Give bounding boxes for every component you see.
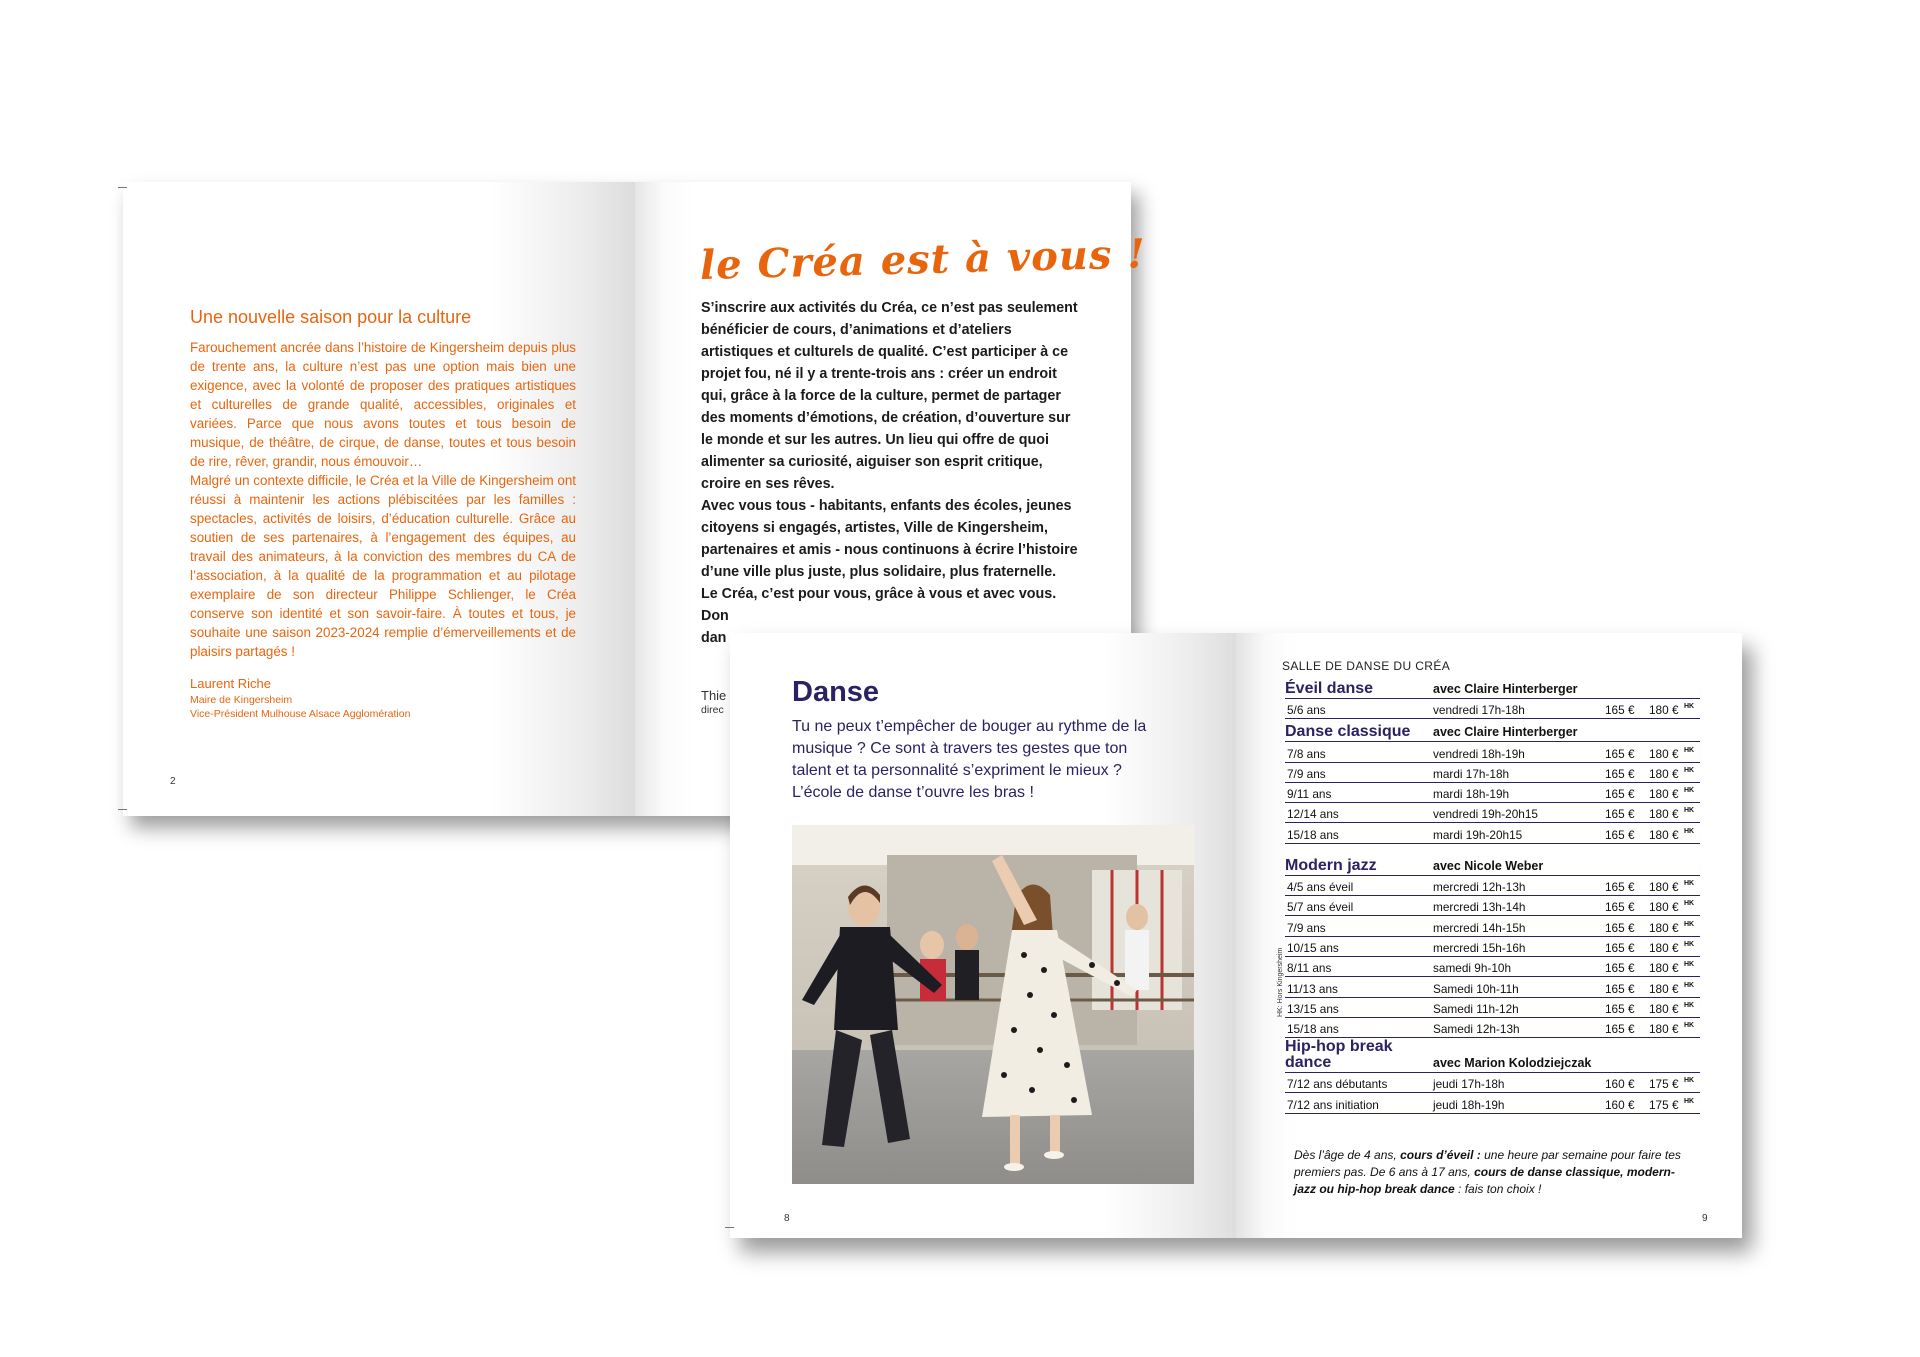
age-cell: 15/18 ans [1287,1022,1339,1037]
time-cell: vendredi 19h-20h15 [1433,807,1538,822]
price-hk-cell: 180 € [1649,807,1679,822]
price-cell: 165 € [1605,940,1635,955]
age-cell: 7/9 ans [1287,920,1326,935]
crop-mark [725,1227,734,1228]
price-cell: 160 € [1605,1097,1635,1112]
footnote-text: Dès l’âge de 4 ans, [1294,1148,1401,1162]
price-cell: 165 € [1605,1022,1635,1037]
age-cell: 15/18 ans [1287,827,1339,842]
crea-paragraph: S’inscrire aux activités du Créa, ce n’est pas seulement bénéficier de cours, d’animations et d’ateliers artistiques et culturels de qualité. C’est participer à ce projet fou, né il y a trente-trois ans : créer un endroit qui, grâce à la force de la culture, permet de partager des moments d’émotions, de création, d’ouverture sur le monde et sur les autres. Un lieu qui offre de quoi alimenter sa curiosité, aiguiser son esprit critique, croire en ses rêves. [701,300,1078,492]
vertical-note: HK: Hors Kingersheim [1277,947,1284,1017]
table-row [1285,896,1700,916]
handwritten-title: le Créa est à vous ! [699,230,1147,289]
age-cell: 5/7 ans éveil [1287,900,1354,915]
crea-paragraph-cut: Don [701,608,729,624]
table-row [1285,916,1700,936]
spacer [1285,844,1700,853]
price-hk-cell: 180 € [1649,940,1679,955]
page-number: 2 [170,776,176,787]
time-cell: vendredi 18h-19h [1433,746,1525,761]
age-cell: 4/5 ans éveil [1287,880,1354,895]
editorial-paragraph: Malgré un contexte difficile, le Créa et la Ville de Kingersheim ont réussi à maintenir les actions plébiscitées par les familles : spectacles, activités de loisirs, d’éducation culturelle. Grâce au soutien de ses partenaires, à l’engagement des équipes, au travail des animateurs, à la conviction des membres du CA de l’association, à la qualité de la programmation et au pilotage exemplaire de son directeur Philippe Schlienger, le Créa conserve son identité et son savoir-faire. À toutes et tous, je souhaite une saison 2023-2024 remplie d’émerveillements et de plaisirs partagés ! [190,473,576,659]
time-cell: mardi 17h-18h [1433,766,1510,781]
crea-paragraph: Le Créa, c’est pour vous, grâce à vous et avec vous. [701,586,1057,602]
price-hk-cell: 180 € [1649,1022,1679,1037]
table-row [1285,1073,1700,1093]
footnote-text: une heure par semaine pour faire tes premiers pas. De 6 ans à 17 ans, [1294,1148,1681,1179]
time-cell: jeudi 17h-18h [1433,1077,1505,1092]
schedule-group-header [1285,853,1700,876]
footnote-bold: cours d’éveil : [1400,1148,1481,1162]
hk-superscript: HK [1684,981,1695,989]
price-cell: 165 € [1605,766,1635,781]
table-row [1285,783,1700,803]
page-number: 9 [1702,1213,1708,1224]
table-row [1285,1018,1700,1038]
page-2 [123,182,635,816]
section-title: Danse [792,676,880,708]
section-label: SALLE DE DANSE DU CRÉA [1282,659,1451,673]
price-hk-cell: 180 € [1649,880,1679,895]
age-cell: 8/11 ans [1287,961,1332,976]
price-cell: 165 € [1605,1001,1635,1016]
age-cell: 7/8 ans [1287,746,1326,761]
schedule-group-header [1285,1038,1700,1073]
price-hk-cell: 180 € [1649,703,1679,718]
footnote-text: : fais ton choix ! [1454,1182,1542,1196]
schedule-footnote [1294,1147,1694,1198]
time-cell: Samedi 12h-13h [1433,1022,1520,1037]
time-cell: mercredi 13h-14h [1433,900,1526,915]
signature-name: Laurent Riche [190,676,271,691]
price-cell: 165 € [1605,703,1635,718]
hk-superscript: HK [1684,787,1695,795]
editorial-paragraph: Farouchement ancrée dans l’histoire de Kingersheim depuis plus de trente ans, la culture n’est pas une option mais bien une exigence, avec la volonté de proposer des pratiques artistiques et culturelles de grande qualité, accessibles, originales et variées. Parce que nous avons toutes et tous besoin de musique, de théâtre, de cirque, de danse, toutes et tous besoin de rire, rêver, grandir, nous émouvoir… [190,340,576,469]
age-cell: 10/15 ans [1287,940,1339,955]
price-cell: 160 € [1605,1077,1635,1092]
hk-superscript: HK [1684,880,1695,888]
course-name: Danse classique [1285,723,1411,741]
price-cell: 165 € [1605,920,1635,935]
time-cell: jeudi 18h-19h [1433,1097,1505,1112]
time-cell: vendredi 17h-18h [1433,703,1525,718]
hk-superscript: HK [1684,746,1695,754]
photo-illustration [792,825,1194,1184]
crop-mark [118,187,127,188]
age-cell: 5/6 ans [1287,703,1326,718]
price-hk-cell: 180 € [1649,746,1679,761]
signature-role [190,693,410,721]
table-row [1285,803,1700,823]
hk-superscript: HK [1684,807,1695,815]
time-cell: mardi 18h-19h [1433,787,1510,802]
course-teacher: avec Nicole Weber [1433,858,1544,873]
course-name: Hip-hop break dance [1285,1038,1393,1072]
table-row [1285,998,1700,1018]
table-row [1285,937,1700,957]
page-heading: Une nouvelle saison pour la culture [190,307,472,327]
role-cut: direc [701,704,724,716]
hk-superscript: HK [1684,1077,1695,1085]
age-cell: 12/14 ans [1287,807,1339,822]
hk-superscript: HK [1684,940,1695,948]
age-cell: 7/9 ans [1287,766,1326,781]
price-hk-cell: 175 € [1649,1077,1679,1092]
price-hk-cell: 180 € [1649,981,1679,996]
table-row [1285,1093,1700,1113]
signature-role-line: Maire de Kingersheim [190,694,293,706]
time-cell: Samedi 10h-11h [1433,981,1519,996]
time-cell: Samedi 11h-12h [1433,1001,1519,1016]
schedule-group-header [1285,676,1700,699]
footnote-bold: cours de danse classique, modern-jazz ou hip-hop break dance [1294,1165,1675,1196]
age-cell: 11/13 ans [1287,981,1338,996]
age-cell: 13/15 ans [1287,1001,1339,1016]
hk-superscript: HK [1684,703,1695,711]
price-hk-cell: 175 € [1649,1097,1679,1112]
hk-superscript: HK [1684,1022,1695,1030]
time-cell: mercredi 15h-16h [1433,940,1526,955]
brochure-spread-2 [730,633,1742,1238]
dance-schedule-table [1285,676,1700,1114]
price-hk-cell: 180 € [1649,961,1679,976]
price-cell: 165 € [1605,880,1635,895]
course-name: Modern jazz [1285,856,1377,874]
price-cell: 165 € [1605,981,1635,996]
age-cell: 9/11 ans [1287,787,1332,802]
price-hk-cell: 180 € [1649,787,1679,802]
signature-role-line: Vice-Président Mulhouse Alsace Agglomération [190,708,411,720]
price-cell: 165 € [1605,787,1635,802]
crop-mark [118,809,127,810]
table-row [1285,977,1700,997]
hk-superscript: HK [1684,900,1695,908]
course-teacher: avec Claire Hinterberger [1433,725,1578,740]
page-number: 8 [784,1213,790,1224]
time-cell: samedi 9h-10h [1433,961,1512,976]
price-cell: 165 € [1605,827,1635,842]
price-hk-cell: 180 € [1649,1001,1679,1016]
price-cell: 165 € [1605,746,1635,761]
table-row [1285,763,1700,783]
hk-superscript: HK [1684,1097,1695,1105]
time-cell: mercredi 14h-15h [1433,920,1526,935]
section-intro: Tu ne peux t’empêcher de bouger au rythme de la musique ? Ce sont à travers tes gestes que ton talent et ta personnalité s’expriment le mieux ? L’école de danse t’ouvre les bras ! [792,718,1147,801]
price-hk-cell: 180 € [1649,900,1679,915]
hk-superscript: HK [1684,961,1695,969]
table-row [1285,742,1700,762]
age-cell: 7/12 ans initiation [1287,1097,1379,1112]
price-cell: 165 € [1605,961,1635,976]
hk-superscript: HK [1684,766,1695,774]
price-cell: 165 € [1605,900,1635,915]
course-teacher: avec Marion Kolodziejczak [1433,1056,1592,1071]
price-hk-cell: 180 € [1649,920,1679,935]
schedule-group-header [1285,719,1700,742]
course-teacher: avec Claire Hinterberger [1433,682,1578,696]
crea-paragraph: Avec vous tous - habitants, enfants des écoles, jeunes citoyens si engagés, artistes, Ville de Kingersheim, partenaires et amis - nous continuons à écrire l’histoire d’une ville plus juste, plus solidaire, plus fraternelle. [701,498,1078,580]
time-cell: mardi 19h-20h15 [1433,827,1523,842]
table-row [1285,957,1700,977]
dance-class-photo [792,825,1194,1184]
time-cell: mercredi 12h-13h [1433,880,1526,895]
hk-superscript: HK [1684,827,1695,835]
table-row [1285,699,1700,719]
table-row [1285,876,1700,896]
price-hk-cell: 180 € [1649,766,1679,781]
page-8 [730,633,1236,1238]
signature-cut: Thie [701,688,727,703]
editorial-text [190,338,576,661]
age-cell: 7/12 ans débutants [1287,1077,1388,1092]
crea-paragraph-cut: dan [701,630,727,646]
hk-superscript: HK [1684,1001,1695,1009]
table-row [1285,823,1700,843]
hk-superscript: HK [1684,920,1695,928]
crea-text [701,297,1081,649]
price-hk-cell: 180 € [1649,827,1679,842]
course-name: Éveil danse [1285,680,1374,697]
price-cell: 165 € [1605,807,1635,822]
